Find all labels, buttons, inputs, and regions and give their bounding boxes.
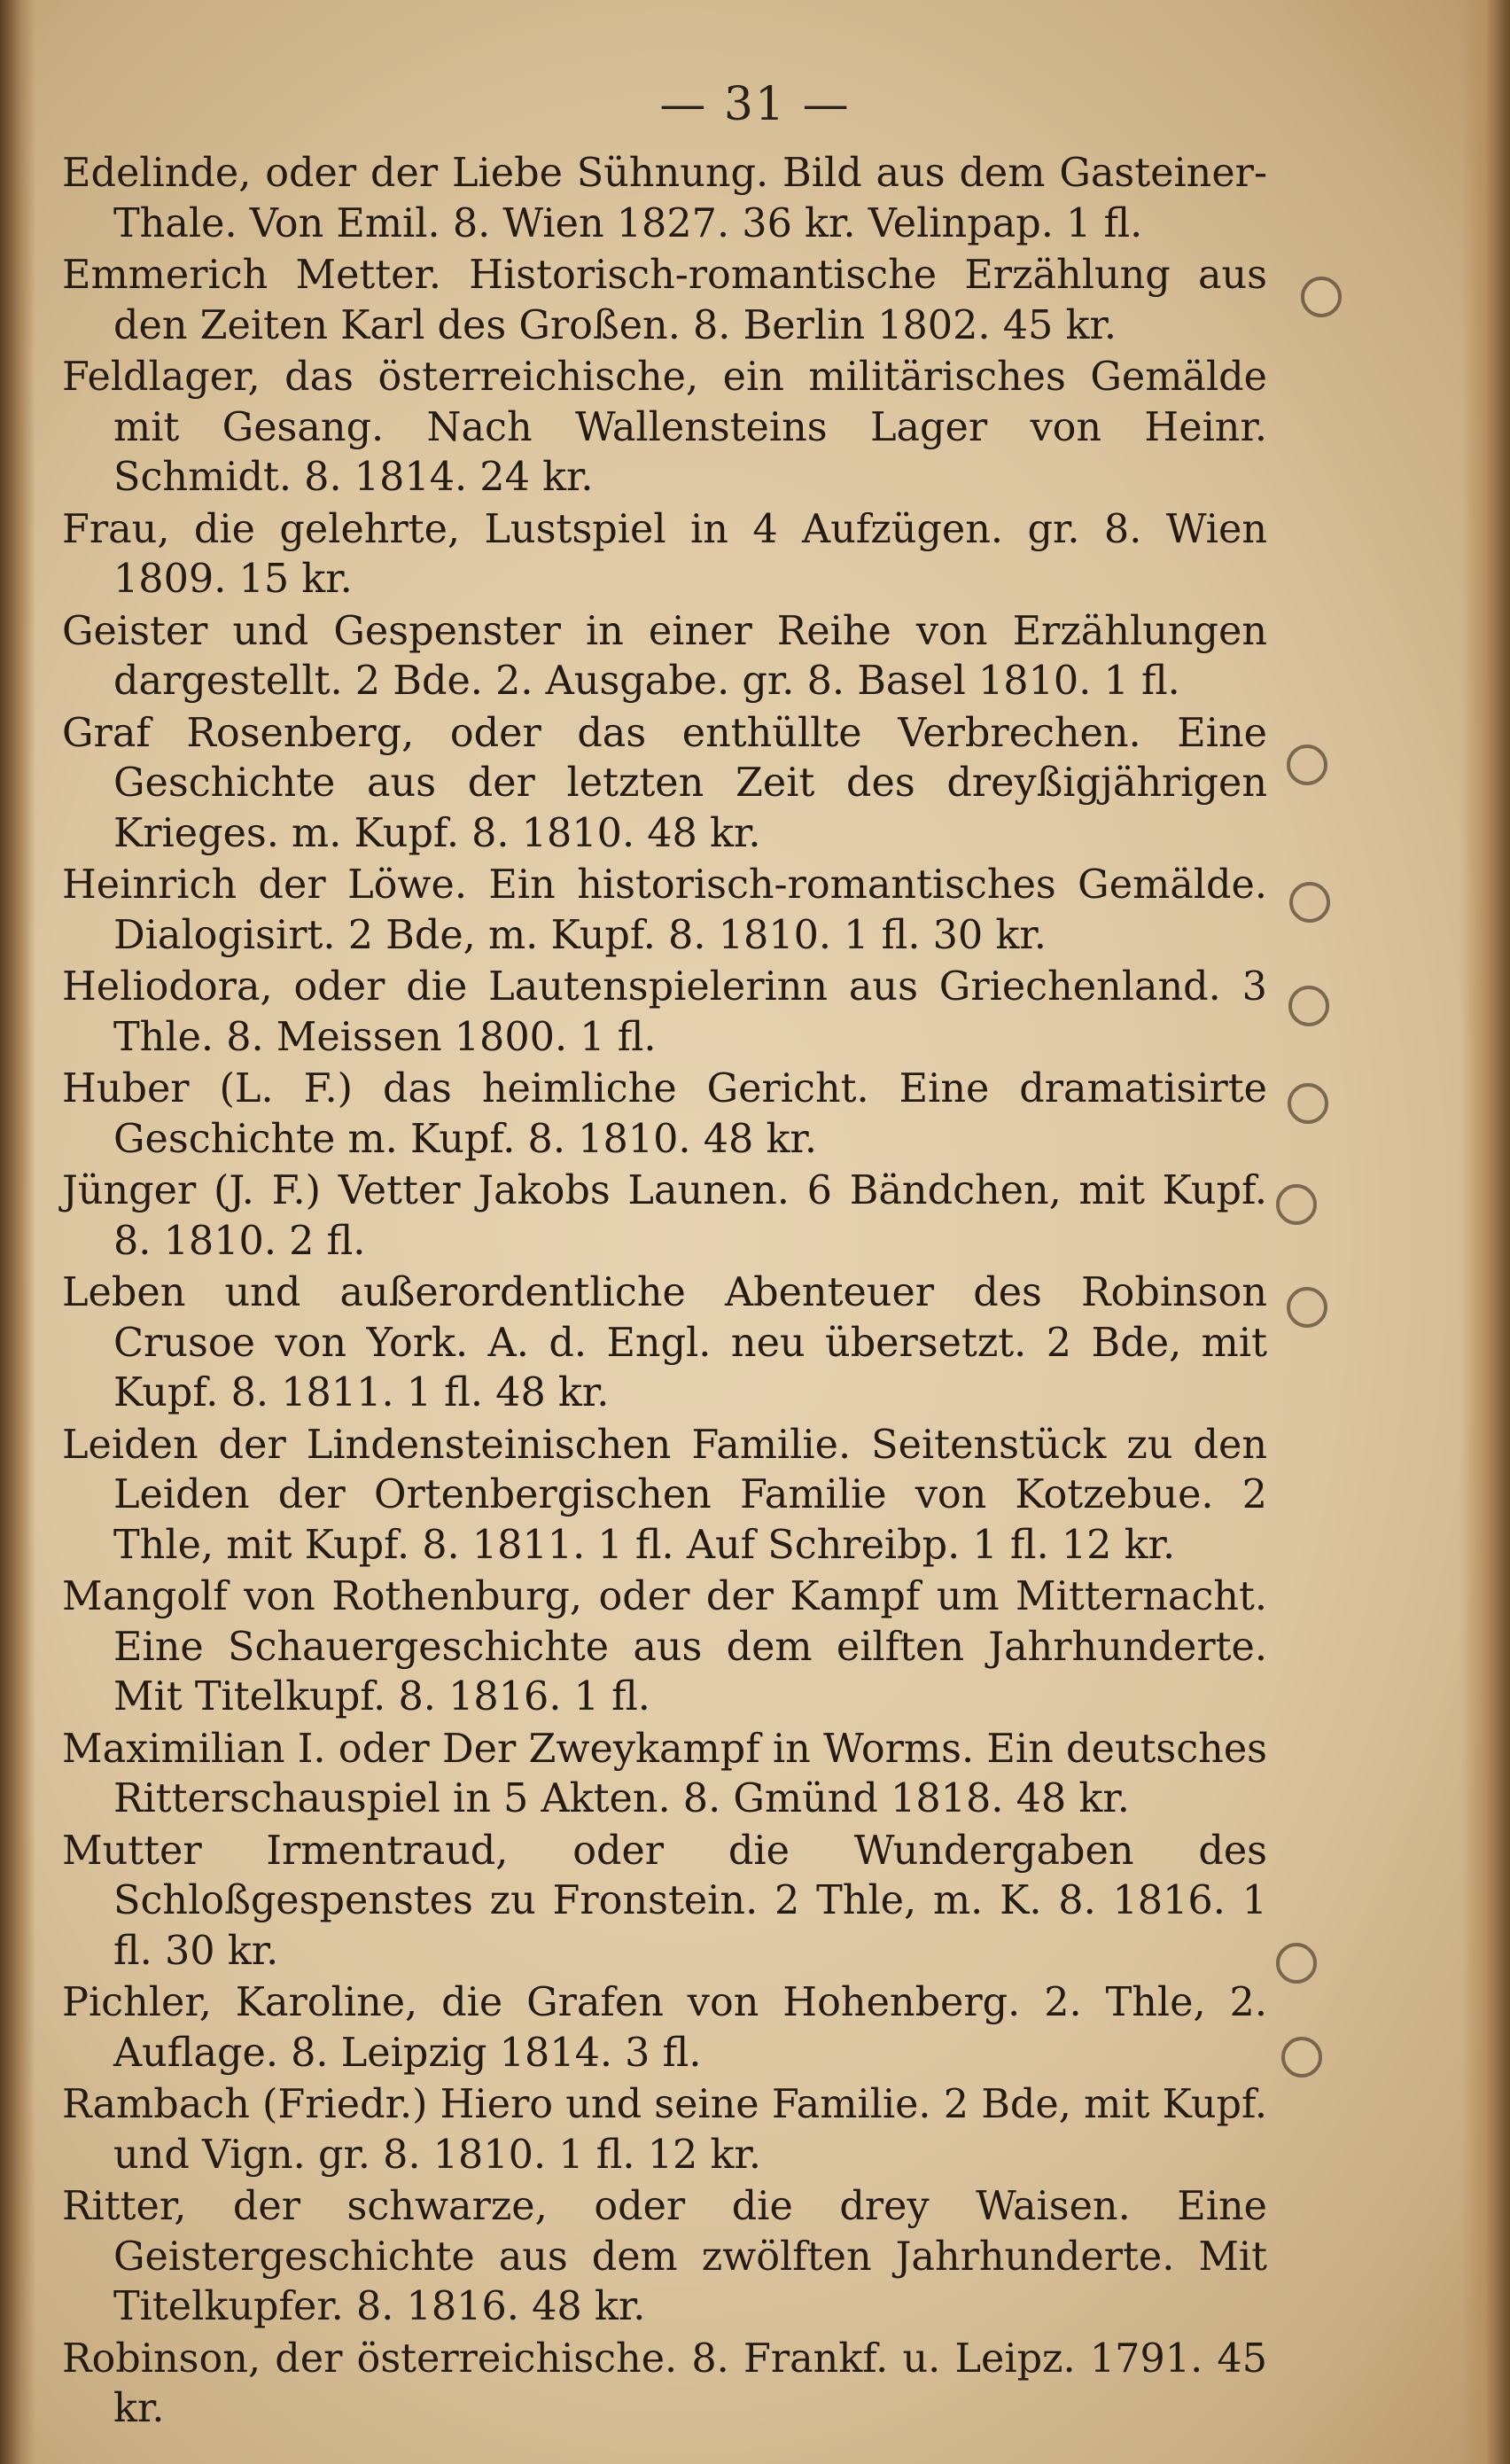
hole-icon (1289, 882, 1330, 923)
hole-icon (1288, 1083, 1328, 1124)
hole-icon (1288, 986, 1329, 1026)
catalog-entry: Robinson, der österreichische. 8. Frankf. u. Leipz. 1791. 45 kr. (62, 2335, 1267, 2431)
hole-icon (1276, 1184, 1317, 1225)
catalog-entry: Mutter Irmentraud, oder die Wundergaben des Schloßgespenstes zu Fronstein. 2 Thle, m. K. 8. 1816. 1 fl. 30 kr. (62, 1828, 1267, 1974)
page-header: — 31 — (659, 78, 851, 131)
catalog-entry: Heliodora, oder die Lautenspielerinn aus Griechenland. 3 Thle. 8. Meissen 1800. 1 fl. (62, 964, 1267, 1060)
catalog-entry: Mangolf von Rothenburg, oder der Kampf um Mitternacht. Eine Schauergeschichte aus dem eilften Jahrhunderte. Mit Titelkupf. 8. 1816. 1 fl. (62, 1574, 1267, 1719)
catalog-entry: Maximilian I. oder Der Zweykampf in Worms. Ein deutsches Ritterschauspiel in 5 Akten. 8. Gmünd 1818. 48 kr. (62, 1726, 1267, 1821)
catalog-entry: Graf Rosenberg, oder das enthüllte Verbrechen. Eine Geschichte aus der letzten Zeit des dreyßigjährigen Krieges. m. Kupf. 8. 1810. 48 kr. (62, 710, 1267, 856)
hole-icon (1301, 277, 1342, 317)
catalog-entry: Edelinde, oder der Liebe Sühnung. Bild aus dem Gasteiner-Thale. Von Emil. 8. Wien 1827. 36 kr. Velinpap. 1 fl. (62, 151, 1267, 246)
catalog-entry: Geister und Gespenster in einer Reihe von Erzählungen dargestellt. 2 Bde. 2. Ausgabe. gr. 8. Basel 1810. 1 fl. (62, 608, 1267, 704)
catalog-entry: Huber (L. F.) das heimliche Gericht. Eine dramatisirte Geschichte m. Kupf. 8. 1810. 48 kr. (62, 1066, 1267, 1162)
catalog-entry: Leiden der Lindensteinischen Familie. Seitenstück zu den Leiden der Ortenbergischen Familie von Kotzebue. 2 Thle, mit Kupf. 8. 1811. 1 fl. Auf Schreibp. 1 fl. 12 kr. (62, 1422, 1267, 1568)
catalog-entry: Pichler, Karoline, die Grafen von Hohenberg. 2. Thle, 2. Auflage. 8. Leipzig 1814. 3 fl. (62, 1980, 1267, 2076)
catalog-entry: Leben und außerordentliche Abenteuer des Robinson Crusoe von York. A. d. Engl. neu übersetzt. 2 Bde, mit Kupf. 8. 1811. 1 fl. 48 kr. (62, 1270, 1267, 1415)
catalog-entry: Heinrich der Löwe. Ein historisch-romantisches Gemälde. Dialogisirt. 2 Bde, m. Kupf. 8. 1810. 1 fl. 30 kr. (62, 862, 1267, 958)
catalog-entry: Ritter, der schwarze, oder die drey Waisen. Eine Geistergeschichte aus dem zwölften Jahrhunderte. Mit Titelkupfer. 8. 1816. 48 kr. (62, 2184, 1267, 2329)
catalog-entry: Feldlager, das österreichische, ein militärisches Gemälde mit Gesang. Nach Wallensteins Lager von Heinr. Schmidt. 8. 1814. 24 kr. (62, 355, 1267, 500)
catalog-entry: Emmerich Metter. Historisch-romantische Erzählung aus den Zeiten Karl des Großen. 8. Berlin 1802. 45 kr. (62, 253, 1267, 348)
catalog-entry: Rambach (Friedr.) Hiero und seine Familie. 2 Bde, mit Kupf. und Vign. gr. 8. 1810. 1 fl. 12 kr. (62, 2082, 1267, 2178)
hole-icon (1281, 2037, 1322, 2078)
catalog-entry: Jünger (J. F.) Vetter Jakobs Launen. 6 Bändchen, mit Kupf. 8. 1810. 2 fl. (62, 1168, 1267, 1264)
catalog-entry: Frau, die gelehrte, Lustspiel in 4 Aufzügen. gr. 8. Wien 1809. 15 kr. (62, 506, 1267, 602)
hole-icon (1287, 1287, 1327, 1328)
hole-icon (1276, 1943, 1317, 1984)
hole-icon (1287, 745, 1327, 785)
